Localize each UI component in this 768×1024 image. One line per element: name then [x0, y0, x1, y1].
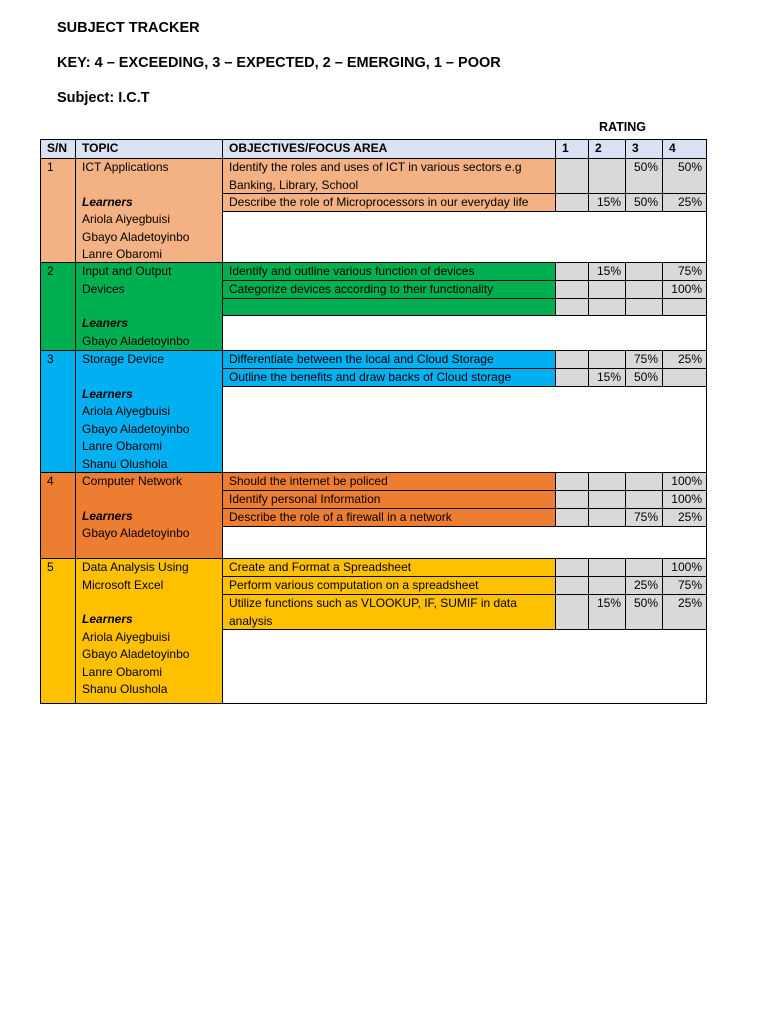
learners-heading: Leaners	[82, 316, 129, 330]
topic-title: ICT Applications	[82, 160, 169, 174]
objective-cell: Categorize devices according to their functionality	[222, 280, 556, 299]
blank-cell	[222, 386, 707, 473]
topic-title: Data Analysis Using Microsoft Excel	[82, 560, 193, 592]
row-number: 2	[40, 262, 76, 351]
objective-cell: Outline the benefits and draw backs of Cloud storage	[222, 368, 556, 387]
learner-name: Lanre Obaromi	[82, 664, 163, 679]
topic-cell	[75, 558, 223, 704]
row-number: 1	[40, 158, 76, 263]
rating-label: RATING	[599, 120, 646, 134]
rating-r1-cell	[555, 576, 589, 595]
objective-cell: Identify personal Information	[222, 490, 556, 509]
blank-cell	[222, 315, 707, 351]
objective-cell: Perform various computation on a spreadsheet	[222, 576, 556, 595]
header-r3: 3	[625, 139, 663, 159]
rating-r2-cell: 15%	[588, 262, 626, 281]
rating-r3-cell: 75%	[625, 508, 663, 527]
rating-r2-cell	[588, 472, 626, 491]
rating-r2-cell	[588, 576, 626, 595]
rating-r4-cell	[662, 298, 707, 316]
rating-r1-cell	[555, 508, 589, 527]
learner-name: Shanu Olushola	[82, 456, 168, 471]
rating-r4-cell: 100%	[662, 472, 707, 491]
rating-r3-cell	[625, 472, 663, 491]
rating-r2-cell: 15%	[588, 368, 626, 387]
blank-cell	[222, 629, 707, 704]
learner-name: Gbayo Aladetoyinbo	[82, 421, 190, 436]
topic-title: Storage Device	[82, 352, 165, 366]
objective-cell: Utilize functions such as VLOOKUP, IF, SUMIF in data analysis	[222, 594, 556, 630]
rating-r1-cell	[555, 368, 589, 387]
rating-r4-cell: 50%	[662, 158, 707, 194]
rating-r3-cell: 50%	[625, 193, 663, 212]
learners-heading: Learners	[82, 386, 133, 401]
rating-r4-cell: 75%	[662, 576, 707, 595]
learners-heading: Learners	[82, 612, 133, 626]
rating-r3-cell	[625, 280, 663, 299]
rating-r2-cell	[588, 158, 626, 194]
topic-title: Input and Output Devices	[82, 264, 175, 296]
rating-r4-cell: 100%	[662, 280, 707, 299]
rating-r3-cell: 75%	[625, 350, 663, 369]
objective-cell: Describe the role of Microprocessors in our everyday life	[222, 193, 556, 212]
rating-r3-cell	[625, 262, 663, 281]
rating-r1-cell	[555, 472, 589, 491]
learner-name: Ariola Aiyegbuisi	[82, 629, 171, 644]
learner-name: Gbayo Aladetoyinbo	[82, 526, 190, 540]
learner-name: Lanre Obaromi	[82, 439, 163, 453]
rating-r1-cell	[555, 262, 589, 281]
learners-heading: Learners	[82, 508, 133, 523]
rating-r1-cell	[555, 158, 589, 194]
learner-name: Gbayo Aladetoyinbo	[82, 229, 190, 244]
rating-r1-cell	[555, 350, 589, 369]
rating-r2-cell: 15%	[588, 594, 626, 630]
learner-name: Shanu Olushola	[82, 682, 168, 696]
rating-r2-cell	[588, 280, 626, 299]
blank-cell	[222, 211, 707, 263]
rating-r4-cell: 75%	[662, 262, 707, 281]
rating-r1-cell	[555, 193, 589, 212]
rating-r1-cell	[555, 594, 589, 630]
rating-r2-cell	[588, 298, 626, 316]
rating-r3-cell	[625, 558, 663, 577]
topic-cell	[75, 158, 223, 263]
objective-cell: Identify and outline various function of devices	[222, 262, 556, 281]
topic-title: Computer Network	[82, 474, 183, 488]
learners-heading: Learners	[82, 194, 133, 209]
learner-name: Gbayo Aladetoyinbo	[82, 333, 190, 348]
header-sn: S/N	[40, 139, 76, 159]
rating-r2-cell	[588, 558, 626, 577]
row-number: 3	[40, 350, 76, 473]
rating-r4-cell: 100%	[662, 558, 707, 577]
objective-cell: Create and Format a Spreadsheet	[222, 558, 556, 577]
rating-r3-cell: 50%	[625, 158, 663, 194]
rating-r4-cell: 100%	[662, 490, 707, 509]
header-r1: 1	[555, 139, 589, 159]
rating-r4-cell	[662, 368, 707, 387]
blank-cell	[222, 526, 707, 559]
rating-r4-cell: 25%	[662, 350, 707, 369]
objective-cell	[222, 298, 556, 316]
objective-cell: Identify the roles and uses of ICT in various sectors e.g Banking, Library, School	[222, 158, 556, 194]
rating-key: KEY: 4 – EXCEEDING, 3 – EXPECTED, 2 – EMERGING, 1 – POOR	[57, 55, 501, 71]
rating-r4-cell: 25%	[662, 193, 707, 212]
rating-r3-cell: 25%	[625, 576, 663, 595]
topic-cell	[75, 350, 223, 473]
topic-cell	[75, 472, 223, 559]
learner-name: Lanre Obaromi	[82, 247, 163, 261]
objective-cell: Differentiate between the local and Cloud Storage	[222, 350, 556, 369]
rating-r1-cell	[555, 280, 589, 299]
rating-r1-cell	[555, 490, 589, 509]
rating-r4-cell: 25%	[662, 508, 707, 527]
rating-r2-cell	[588, 350, 626, 369]
row-number: 5	[40, 558, 76, 704]
rating-r3-cell: 50%	[625, 594, 663, 630]
subject-label: Subject: I.C.T	[57, 90, 150, 106]
rating-r2-cell	[588, 490, 626, 509]
learner-name: Ariola Aiyegbuisi	[82, 404, 171, 418]
document-title: SUBJECT TRACKER	[57, 20, 200, 36]
objective-cell: Describe the role of a firewall in a network	[222, 508, 556, 527]
rating-r3-cell: 50%	[625, 368, 663, 387]
objective-cell: Should the internet be policed	[222, 472, 556, 491]
topic-cell	[75, 262, 223, 351]
header-topic: TOPIC	[75, 139, 223, 159]
learner-name: Gbayo Aladetoyinbo	[82, 647, 190, 661]
rating-r1-cell	[555, 558, 589, 577]
rating-r2-cell	[588, 508, 626, 527]
learner-name: Ariola Aiyegbuisi	[82, 212, 171, 226]
rating-r1-cell	[555, 298, 589, 316]
rating-r4-cell: 25%	[662, 594, 707, 630]
rating-r3-cell	[625, 490, 663, 509]
header-r2: 2	[588, 139, 626, 159]
row-number: 4	[40, 472, 76, 559]
rating-r3-cell	[625, 298, 663, 316]
header-objectives: OBJECTIVES/FOCUS AREA	[222, 139, 556, 159]
header-r4: 4	[662, 139, 707, 159]
rating-r2-cell: 15%	[588, 193, 626, 212]
